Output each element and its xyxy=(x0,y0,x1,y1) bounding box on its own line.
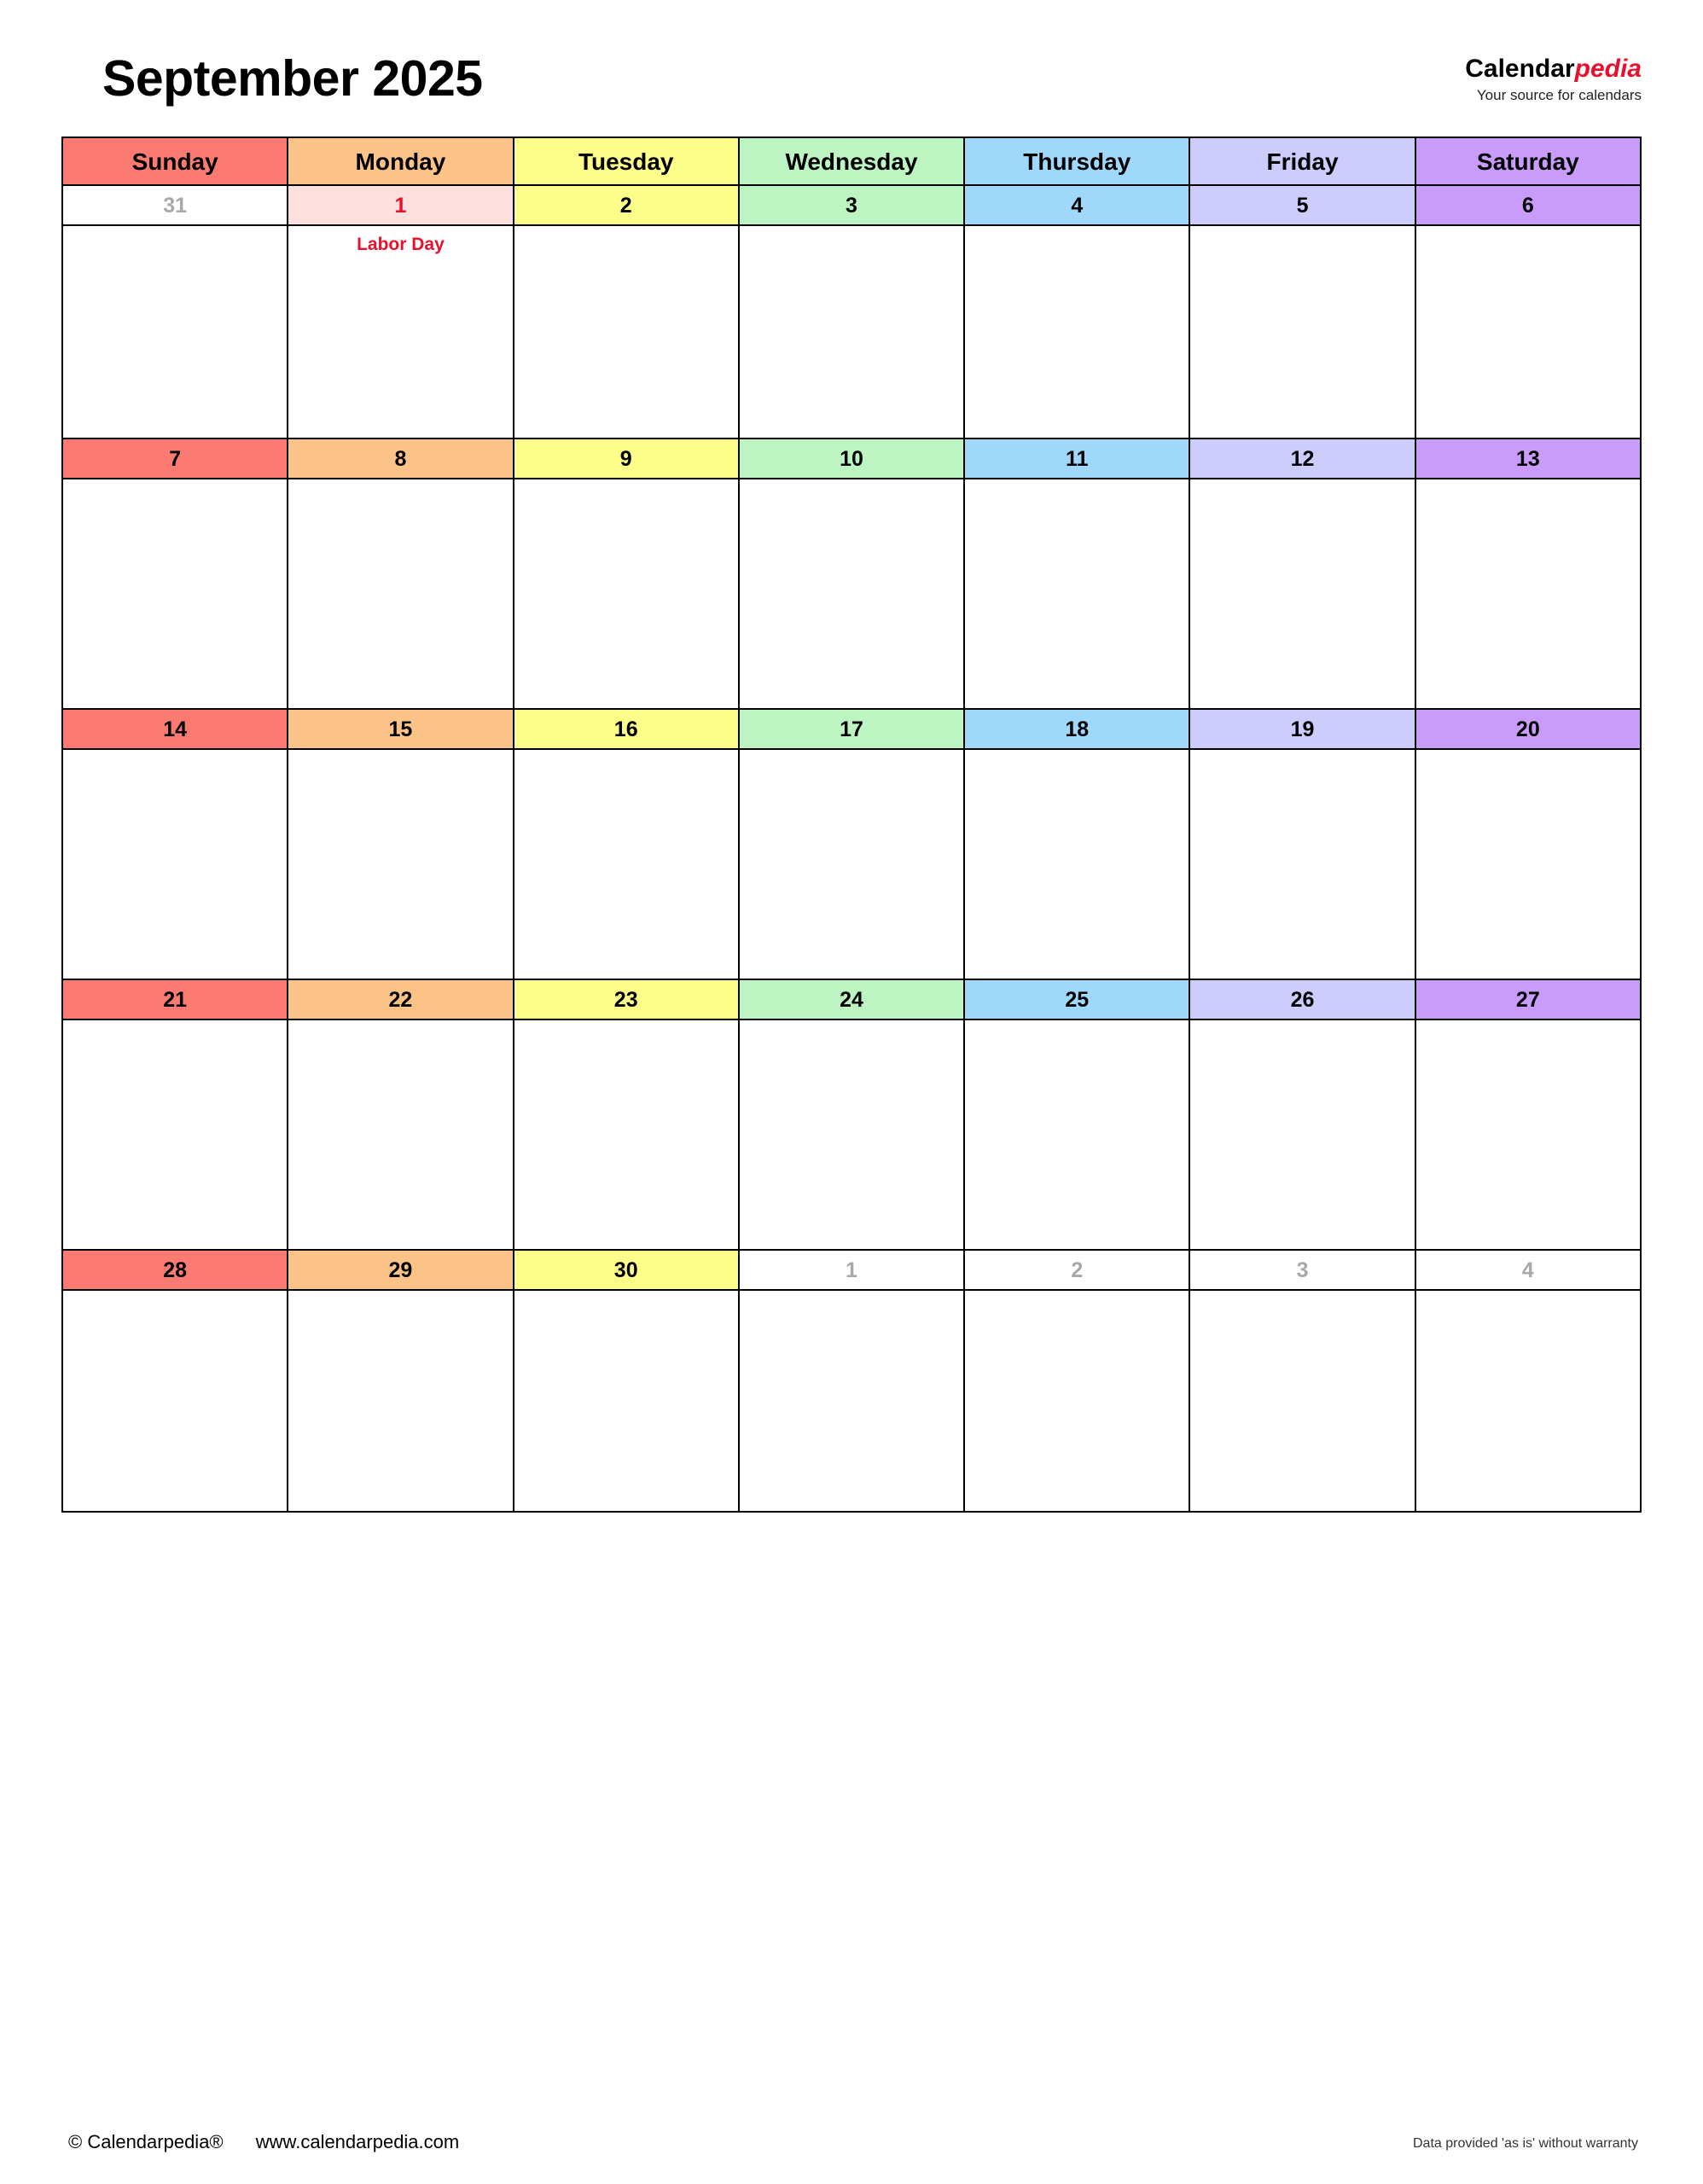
week-content-row xyxy=(63,479,1642,710)
calendar-grid xyxy=(61,136,1642,1513)
date-number-cell[interactable]: 15 xyxy=(288,710,514,750)
date-number-cell[interactable]: 4 xyxy=(965,186,1190,226)
day-content-cell[interactable] xyxy=(1190,226,1415,439)
date-number-cell[interactable]: 11 xyxy=(965,439,1190,479)
date-number-cell[interactable]: 31 xyxy=(63,186,288,226)
week-date-row xyxy=(63,980,1642,1020)
date-number-cell[interactable]: 18 xyxy=(965,710,1190,750)
date-number-cell[interactable]: 27 xyxy=(1416,980,1642,1020)
day-content-cell[interactable] xyxy=(740,1291,965,1513)
date-number-cell[interactable]: 22 xyxy=(288,980,514,1020)
date-number-cell[interactable]: 2 xyxy=(965,1251,1190,1291)
week-date-row xyxy=(63,439,1642,479)
day-content-cell[interactable] xyxy=(965,479,1190,710)
date-number-cell[interactable]: 6 xyxy=(1416,186,1642,226)
footer-credits xyxy=(68,2131,459,2153)
date-number-cell[interactable]: 21 xyxy=(63,980,288,1020)
day-content-cell[interactable] xyxy=(63,750,288,980)
weekday-header-tuesday: Tuesday xyxy=(514,138,740,186)
weekday-header-friday: Friday xyxy=(1190,138,1415,186)
day-content-cell[interactable] xyxy=(1416,750,1642,980)
day-content-cell[interactable] xyxy=(288,479,514,710)
week-date-row xyxy=(63,710,1642,750)
day-content-cell[interactable] xyxy=(288,1020,514,1251)
date-number-cell[interactable]: 8 xyxy=(288,439,514,479)
day-content-cell[interactable] xyxy=(740,479,965,710)
date-number-cell[interactable]: 3 xyxy=(1190,1251,1415,1291)
date-number-cell[interactable]: 28 xyxy=(63,1251,288,1291)
day-content-cell[interactable] xyxy=(63,226,288,439)
weekday-header-sunday: Sunday xyxy=(63,138,288,186)
holiday-label: Labor Day xyxy=(357,235,445,254)
day-content-cell[interactable] xyxy=(740,226,965,439)
date-number-cell[interactable]: 7 xyxy=(63,439,288,479)
date-number-cell[interactable]: 1 xyxy=(740,1251,965,1291)
date-number-cell[interactable]: 1 xyxy=(288,186,514,226)
date-number-cell[interactable]: 25 xyxy=(965,980,1190,1020)
date-number-cell[interactable]: 5 xyxy=(1190,186,1415,226)
day-content-cell[interactable] xyxy=(1416,1291,1642,1513)
page-header xyxy=(61,26,1642,107)
day-content-cell[interactable] xyxy=(514,1291,740,1513)
day-content-cell[interactable] xyxy=(1190,1020,1415,1251)
date-number-cell[interactable]: 16 xyxy=(514,710,740,750)
date-number-cell[interactable]: 26 xyxy=(1190,980,1415,1020)
day-content-cell[interactable] xyxy=(514,750,740,980)
date-number-cell[interactable]: 12 xyxy=(1190,439,1415,479)
week-date-row xyxy=(63,1251,1642,1291)
brand-name-part2: pedia xyxy=(1574,55,1642,83)
day-content-cell[interactable] xyxy=(965,1291,1190,1513)
week-content-row xyxy=(63,750,1642,980)
day-content-cell[interactable] xyxy=(63,1020,288,1251)
day-content-cell[interactable] xyxy=(1416,226,1642,439)
day-content-cell[interactable] xyxy=(514,226,740,439)
day-content-cell[interactable] xyxy=(514,479,740,710)
footer-disclaimer: Data provided 'as is' without warranty xyxy=(1412,2136,1638,2151)
week-content-row xyxy=(63,226,1642,439)
date-number-cell[interactable]: 24 xyxy=(740,980,965,1020)
weekday-header-monday: Monday xyxy=(288,138,514,186)
date-number-cell[interactable]: 23 xyxy=(514,980,740,1020)
date-number-cell[interactable]: 13 xyxy=(1416,439,1642,479)
day-content-cell[interactable] xyxy=(740,750,965,980)
footer-website[interactable]: www.calendarpedia.com xyxy=(255,2131,460,2152)
day-content-cell[interactable] xyxy=(740,1020,965,1251)
day-content-cell[interactable] xyxy=(63,1291,288,1513)
day-content-cell[interactable] xyxy=(514,1020,740,1251)
week-content-row xyxy=(63,1020,1642,1251)
day-content-cell[interactable] xyxy=(1190,1291,1415,1513)
day-content-cell[interactable] xyxy=(1416,479,1642,710)
date-number-cell[interactable]: 29 xyxy=(288,1251,514,1291)
footer-copyright: © Calendarpedia® xyxy=(68,2131,224,2152)
weekday-header-wednesday: Wednesday xyxy=(740,138,965,186)
date-number-cell[interactable]: 4 xyxy=(1416,1251,1642,1291)
date-number-cell[interactable]: 17 xyxy=(740,710,965,750)
brand-name-part1: Calendar xyxy=(1465,55,1575,83)
date-number-cell[interactable]: 9 xyxy=(514,439,740,479)
date-number-cell[interactable]: 30 xyxy=(514,1251,740,1291)
day-content-cell[interactable] xyxy=(1190,479,1415,710)
day-content-cell[interactable] xyxy=(288,1291,514,1513)
weekday-header-thursday: Thursday xyxy=(965,138,1190,186)
date-number-cell[interactable]: 20 xyxy=(1416,710,1642,750)
page-title: September 2025 xyxy=(102,50,483,107)
day-content-cell[interactable] xyxy=(965,226,1190,439)
day-content-cell[interactable] xyxy=(1190,750,1415,980)
day-content-cell[interactable] xyxy=(288,750,514,980)
date-number-cell[interactable]: 3 xyxy=(740,186,965,226)
week-date-row xyxy=(63,186,1642,226)
date-number-cell[interactable]: 2 xyxy=(514,186,740,226)
day-content-cell[interactable] xyxy=(288,226,514,439)
week-content-row xyxy=(63,1291,1642,1513)
day-content-cell[interactable] xyxy=(1416,1020,1642,1251)
day-content-cell[interactable] xyxy=(965,1020,1190,1251)
weekday-header-row xyxy=(63,138,1642,186)
day-content-cell[interactable] xyxy=(965,750,1190,980)
brand-name xyxy=(1465,56,1642,82)
brand-logo xyxy=(1465,56,1642,102)
date-number-cell[interactable]: 10 xyxy=(740,439,965,479)
date-number-cell[interactable]: 14 xyxy=(63,710,288,750)
day-content-cell[interactable] xyxy=(63,479,288,710)
page-footer xyxy=(61,2131,1642,2165)
date-number-cell[interactable]: 19 xyxy=(1190,710,1415,750)
brand-tagline: Your source for calendars xyxy=(1476,87,1642,103)
weekday-header-saturday: Saturday xyxy=(1416,138,1642,186)
